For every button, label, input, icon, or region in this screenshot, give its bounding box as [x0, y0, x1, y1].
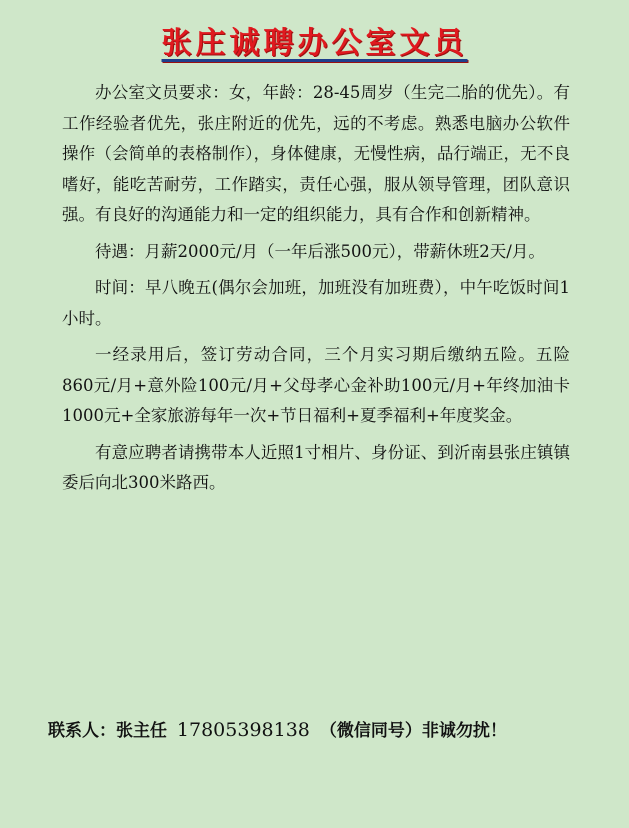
page-title: 张庄诚聘办公室文员: [161, 26, 468, 61]
benefits-paragraph: 一经录用后，签订劳动合同，三个月实习期后缴纳五险。五险860元/月+意外险100元/月+父母孝心金补助100元/月+年终加油卡1000元+全家旅游每年一次+节日福利+夏季福利+年度奖金。: [62, 345, 570, 425]
contact-phone: 17805398138: [176, 719, 310, 741]
salary-paragraph: 待遇：月薪2000元/月（一年后涨500元），带薪休班2天/月。: [95, 241, 545, 261]
title-container: [0, 18, 629, 62]
application-paragraph: 有意应聘者请携带本人近照1寸相片、身份证、到沂南县张庄镇镇委后向北300米路西。: [62, 442, 570, 492]
posting-body: [62, 78, 570, 505]
contact-note: （微信同号）非诚勿扰！: [319, 721, 507, 741]
contact-label: 联系人：张主任: [48, 721, 167, 741]
contact-line: [48, 716, 608, 741]
requirements-paragraph: 办公室文员要求：女，年龄：28-45周岁（生完二胎的优先）。有工作经验者优先，张庄附近的优先，远的不考虑。熟悉电脑办公软件操作（会简单的表格制作），身体健康，无慢性病，品行端正，无不良嗜好，能吃苦耐劳，工作踏实，责任心强，服从领导管理，团队意识强。有良好的沟通能力和一定的组织能力，具有合作和创新精神。: [62, 83, 570, 224]
hours-paragraph: 时间：早八晚五(偶尔会加班，加班没有加班费），中午吃饭时间1小时。: [62, 278, 570, 328]
